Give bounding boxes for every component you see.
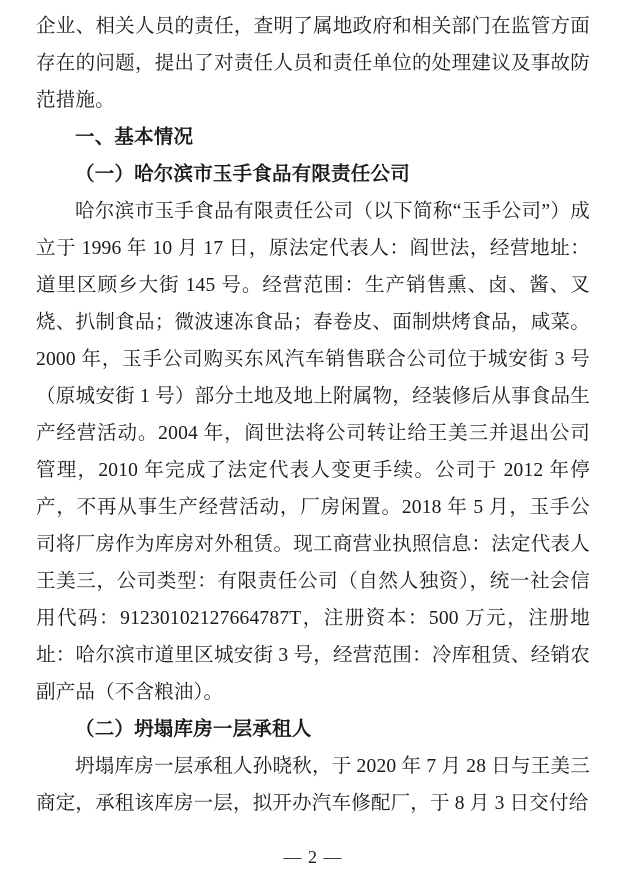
section-heading: 一、基本情况 (75, 127, 194, 148)
body-paragraph: 坍塌库房一层承租人孙晓秋，于 2020 年 7 月 28 日与王美三商定，承租该库房一层，拟开办汽车修配厂，于 8 月 3 日交付给 (36, 756, 590, 814)
section-subheading: （二）坍塌库房一层承租人 (75, 719, 312, 740)
section-subheading: （一）哈尔滨市玉手食品有限责任公司 (75, 164, 410, 185)
page-number: — 2 — (283, 847, 343, 867)
body-paragraph: 哈尔滨市玉手食品有限责任公司（以下简称“玉手公司”）成立于 1996 年 10 月 17 日，原法定代表人：阎世法，经营地址：道里区顾乡大街 145 号。经营范围：生产销售熏、卤、酱、叉烧、扒制食品；微波速冻食品；春卷皮、面制烘烤食品，咸菜。2000 年，玉手公司购买东风汽车销售联合公司位于城安街 3 号（原城安街 1 号）部分土地及地上附属物，经装修后从事食品生产经营活动。2004 年，阎世法将公司转让给王美三并退出公司管理，2010 年完成了法定代表人变更手续。公司于 2012 年停产，不再从事生产经营活动，厂房闲置。2018 年 5 月，玉手公司将厂房作为库房对外租赁。现工商营业执照信息：法定代表人王美三，公司类型：有限责任公司（自然人独资），统一社会信用代码：91230102127664787T，注册资本：500 万元，注册地址：哈尔滨市道里区城安街 3 号，经营范围：冷库租赁、经销农副产品（不含粮油）。 (36, 201, 590, 703)
body-paragraph: 企业、相关人员的责任，查明了属地政府和相关部门在监管方面存在的问题，提出了对责任人员和责任单位的处理建议及事故防范措施。 (36, 16, 590, 111)
document-body (36, 8, 590, 822)
